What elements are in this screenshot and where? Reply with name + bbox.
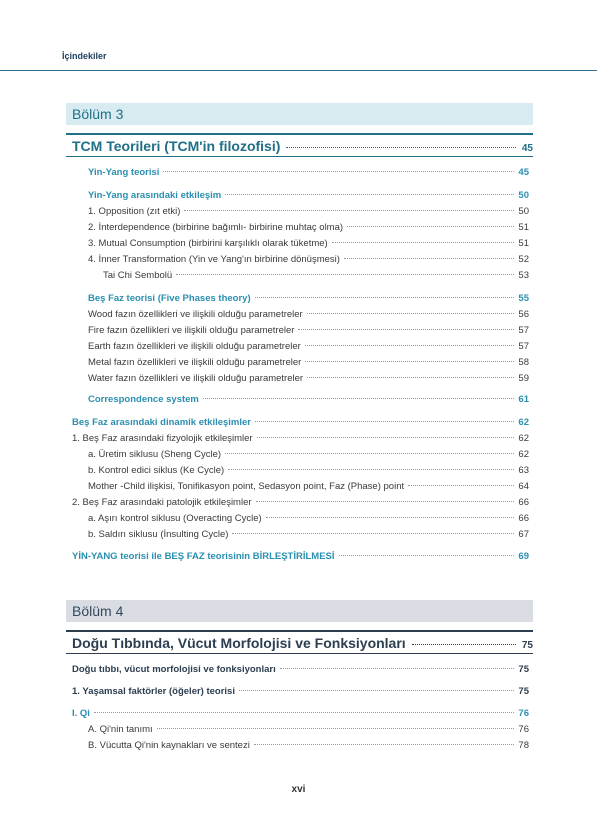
toc-page-number: 57 bbox=[518, 341, 529, 352]
toc-entry[interactable] bbox=[88, 324, 529, 337]
toc-entry-label: Wood fazın özellikleri ve ilişkili olduğu parametreler bbox=[88, 309, 303, 320]
chapter-4-label: Bölüm 4 bbox=[66, 600, 533, 622]
leader-dots bbox=[286, 147, 515, 148]
chapter-title-text: Doğu Tıbbında, Vücut Morfolojisi ve Fonksiyonları bbox=[72, 635, 406, 651]
toc-entry-label: Water fazın özellikleri ve ilişkili olduğu parametreler bbox=[88, 373, 304, 384]
leader-dots bbox=[228, 469, 514, 470]
toc-entry[interactable] bbox=[72, 432, 529, 445]
toc-entry[interactable] bbox=[88, 253, 529, 266]
leader-dots bbox=[408, 485, 514, 486]
leader-dots bbox=[332, 242, 515, 243]
leader-dots bbox=[94, 712, 514, 713]
header-divider bbox=[0, 70, 597, 71]
toc-entry-label: YİN-YANG teorisi ile BEŞ FAZ teorisinin BİRLEŞTİRİLMESİ bbox=[72, 551, 335, 562]
toc-entry[interactable] bbox=[72, 663, 529, 676]
toc-entry-label: Doğu tıbbı, vücut morfolojisi ve fonksiyonları bbox=[72, 664, 276, 675]
toc-page-number: 59 bbox=[518, 373, 529, 384]
page-number: xvi bbox=[291, 784, 306, 795]
leader-dots bbox=[347, 226, 514, 227]
leader-dots bbox=[184, 210, 514, 211]
leader-dots bbox=[225, 194, 514, 195]
toc-page-number: 63 bbox=[518, 465, 529, 476]
leader-dots bbox=[298, 329, 514, 330]
toc-page-number: 76 bbox=[518, 708, 529, 719]
toc-entry[interactable] bbox=[88, 308, 529, 321]
toc-page-number: 56 bbox=[518, 309, 529, 320]
leader-dots bbox=[412, 644, 516, 645]
toc-entry-label: 1. Yaşamsal faktörler (öğeler) teorisi bbox=[72, 686, 235, 697]
leader-dots bbox=[305, 361, 514, 362]
toc-entry[interactable] bbox=[88, 221, 529, 234]
leader-dots bbox=[344, 258, 514, 259]
toc-entry-label: 3. Mutual Consumption (birbirini karşılıklı olarak tüketme) bbox=[88, 238, 328, 249]
toc-entry-label: Tai Chi Sembolü bbox=[103, 270, 173, 281]
toc-entry[interactable] bbox=[88, 340, 529, 353]
leader-dots bbox=[176, 274, 514, 275]
toc-entry-label: 4. İnner Transformation (Yin ve Yang'ın birbirine dönüşmesi) bbox=[88, 254, 340, 265]
toc-entry-label: Metal fazın özellikleri ve ilişkili olduğu parametreler bbox=[88, 357, 302, 368]
toc-entry-label: Mother -Child ilişkisi, Tonifikasyon point, Sedasyon point, Faz (Phase) point bbox=[88, 481, 405, 492]
toc-entry[interactable] bbox=[88, 464, 529, 477]
toc-page-number: 57 bbox=[518, 325, 529, 336]
leader-dots bbox=[280, 668, 515, 669]
leader-dots bbox=[225, 453, 514, 454]
toc-entry[interactable] bbox=[88, 480, 529, 493]
toc-entry-label: a. Aşırı kontrol siklusu (Overacting Cycle) bbox=[88, 513, 262, 524]
toc-entry-label: Earth fazın özellikleri ve ilişkili olduğu parametreler bbox=[88, 341, 301, 352]
toc-page-number: 58 bbox=[518, 357, 529, 368]
toc-entry-label: 2. Beş Faz arasındaki patolojik etkileşimler bbox=[72, 497, 252, 508]
toc-entry[interactable] bbox=[88, 723, 529, 736]
chapter-page-number: 75 bbox=[521, 640, 533, 651]
toc-entry-label: 2. İnterdependence (birbirine bağımlı- birbirine muhtaç olma) bbox=[88, 222, 344, 233]
toc-entry-label: 1. Opposition (zıt etki) bbox=[88, 206, 181, 217]
toc-entry[interactable] bbox=[88, 528, 529, 541]
leader-dots bbox=[163, 171, 514, 172]
toc-entry[interactable] bbox=[88, 372, 529, 385]
leader-dots bbox=[239, 690, 514, 691]
leader-dots bbox=[256, 501, 515, 502]
toc-entry[interactable] bbox=[88, 393, 529, 406]
toc-page-number: 75 bbox=[518, 664, 529, 675]
toc-page-number: 66 bbox=[518, 513, 529, 524]
leader-dots bbox=[157, 728, 515, 729]
toc-entry[interactable] bbox=[88, 189, 529, 202]
leader-dots bbox=[255, 421, 514, 422]
chapter-title-text: TCM Teorileri (TCM'in filozofisi) bbox=[72, 138, 281, 154]
toc-entry-label: Correspondence system bbox=[88, 394, 199, 405]
toc-page-number: 78 bbox=[518, 740, 529, 751]
toc-page-number: 62 bbox=[518, 449, 529, 460]
leader-dots bbox=[307, 377, 514, 378]
toc-page-number: 51 bbox=[518, 222, 529, 233]
toc-entry[interactable] bbox=[88, 356, 529, 369]
chapter-3-label: Bölüm 3 bbox=[66, 103, 533, 125]
toc-entry[interactable] bbox=[72, 685, 529, 698]
toc-page-number: 69 bbox=[518, 551, 529, 562]
leader-dots bbox=[305, 345, 515, 346]
chapter-page-number: 45 bbox=[521, 143, 533, 154]
leader-dots bbox=[339, 555, 515, 556]
toc-entry-label: A. Qi'nin tanımı bbox=[88, 724, 153, 735]
toc-entry-label: b. Saldırı siklusu (İnsulting Cycle) bbox=[88, 529, 229, 540]
toc-entry-label: I. Qi bbox=[72, 708, 90, 719]
toc-entry-label: Beş Faz teorisi (Five Phases theory) bbox=[88, 293, 251, 304]
running-header: İçindekiler bbox=[62, 51, 107, 61]
toc-page-number: 64 bbox=[518, 481, 529, 492]
toc-entry-label: Yin-Yang teorisi bbox=[88, 167, 160, 178]
toc-entry[interactable] bbox=[88, 205, 529, 218]
toc-entry-label: a. Üretim siklusu (Sheng Cycle) bbox=[88, 449, 222, 460]
toc-entry[interactable] bbox=[88, 448, 529, 461]
toc-entry-label: Beş Faz arasındaki dinamik etkileşimler bbox=[72, 417, 252, 428]
leader-dots bbox=[203, 398, 515, 399]
toc-entry[interactable] bbox=[103, 269, 529, 282]
chapter-3-title[interactable] bbox=[66, 133, 533, 157]
leader-dots bbox=[307, 313, 515, 314]
toc-page-number: 45 bbox=[518, 167, 529, 178]
toc-entry[interactable] bbox=[88, 512, 529, 525]
toc-page-number: 62 bbox=[518, 433, 529, 444]
toc-entry-label: Yin-Yang arasındaki etkileşim bbox=[88, 190, 222, 201]
toc-page-number: 66 bbox=[518, 497, 529, 508]
chapter-4-title[interactable] bbox=[66, 630, 533, 654]
leader-dots bbox=[255, 297, 515, 298]
leader-dots bbox=[257, 437, 515, 438]
toc-page-number: 50 bbox=[518, 206, 529, 217]
toc-page-number: 51 bbox=[518, 238, 529, 249]
toc-entry-label: b. Kontrol edici siklus (Ke Cycle) bbox=[88, 465, 225, 476]
toc-entry[interactable] bbox=[88, 237, 529, 250]
toc-page-number: 50 bbox=[518, 190, 529, 201]
leader-dots bbox=[232, 533, 514, 534]
leader-dots bbox=[266, 517, 515, 518]
toc-entry-label: Fire fazın özellikleri ve ilişkili olduğu parametreler bbox=[88, 325, 295, 336]
toc-entry[interactable] bbox=[72, 550, 529, 563]
toc-entry[interactable] bbox=[88, 292, 529, 305]
toc-page-number: 61 bbox=[518, 394, 529, 405]
toc-entry-label: B. Vücutta Qi'nin kaynakları ve sentezi bbox=[88, 740, 250, 751]
toc-entry[interactable] bbox=[72, 416, 529, 429]
toc-page-number: 53 bbox=[518, 270, 529, 281]
toc-page-number: 55 bbox=[518, 293, 529, 304]
toc-page-number: 62 bbox=[518, 417, 529, 428]
toc-entry[interactable] bbox=[72, 707, 529, 720]
leader-dots bbox=[254, 744, 515, 745]
toc-entry[interactable] bbox=[72, 496, 529, 509]
toc-entry-label: 1. Beş Faz arasındaki fizyolojik etkileşimler bbox=[72, 433, 253, 444]
toc-entry[interactable] bbox=[88, 166, 529, 179]
toc-page-number: 75 bbox=[518, 686, 529, 697]
toc-page-number: 52 bbox=[518, 254, 529, 265]
toc-page-number: 67 bbox=[518, 529, 529, 540]
toc-page-number: 76 bbox=[518, 724, 529, 735]
toc-entry[interactable] bbox=[88, 739, 529, 752]
